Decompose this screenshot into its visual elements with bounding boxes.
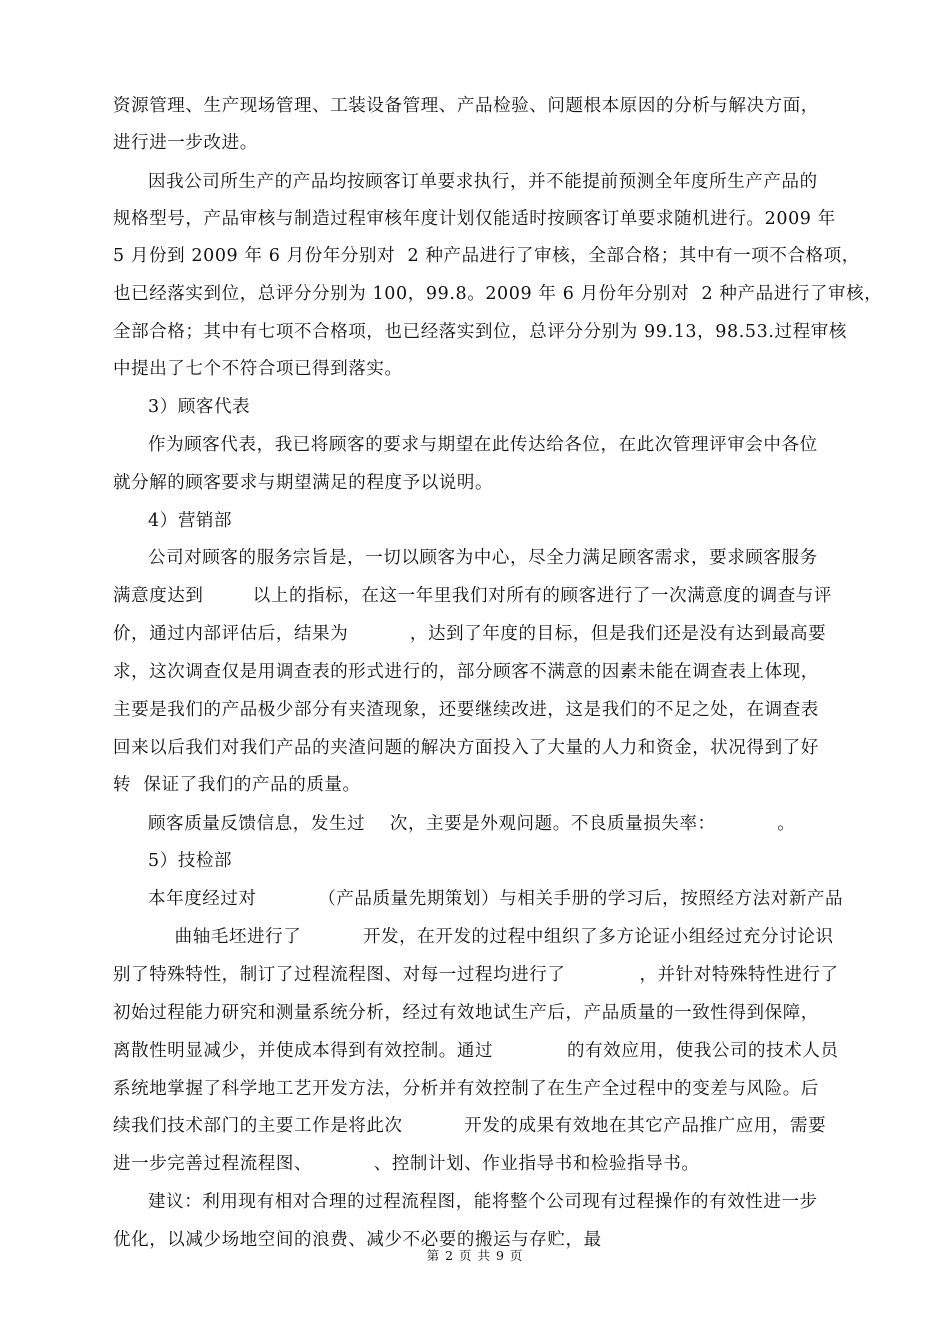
text-line: 规格型号，产品审核与制造过程审核年度计划仅能适时按顾客订单要求随机进行。2009 年 — [113, 209, 836, 229]
text-line: 进行进一步改进。 — [113, 133, 258, 153]
text-line: 资源管理、生产现场管理、工装设备管理、产品检验、问题根本原因的分析与解决方面， — [113, 96, 819, 116]
text-line: 全部合格；其中有七项不合格项，也已经落实到位，总评分分别为 99.13，98.53.过程审核 — [113, 322, 847, 342]
text-line: 满意度达到 以上的指标，在这一年里我们对所有的顾客进行了一次满意度的调查与评 — [113, 586, 832, 606]
text-line: 进一步完善过程流程图、 、控制计划、作业指导书和检验指导书。 — [113, 1154, 700, 1174]
text-line: 离散性明显减少，并使成本得到有效控制。通过 的有效应用，使我公司的技术人员 — [113, 1041, 839, 1061]
text-line: 5 月份到 2009 年 6 月份年分别对 2 种产品进行了审核，全部合格；其中有一项不合格项， — [113, 246, 860, 266]
paragraph-line: 公司对顾客的服务宗旨是，一切以顾客为中心，尽全力满足顾客需求，要求顾客服务 — [148, 548, 818, 568]
paragraph-line: 作为顾客代表，我已将顾客的要求与期望在此传达给各位，在此次管理评审会中各位 — [148, 435, 818, 455]
section-heading-marketing: 4）营销部 — [148, 511, 233, 531]
text-line: 别了特殊特性，制订了过程流程图、对每一过程均进行了 ，并针对特殊特性进行了 — [113, 965, 839, 985]
text-line: 转 保证了我们的产品的质量。 — [113, 775, 361, 795]
paragraph-line: 建议：利用现有相对合理的过程流程图，能将整个公司现有过程操作的有效性进一步 — [148, 1192, 818, 1212]
text-line: 优化，以减少场地空间的浪费、减少不必要的搬运与存贮，最 — [113, 1230, 602, 1250]
text-line: 续我们技术部门的主要工作是将此次 开发的成果有效地在其它产品推广应用，需要 — [113, 1116, 827, 1136]
text-line: 曲轴毛坯进行了 开发，在开发的过程中组织了多方论证小组经过充分讨论识 — [113, 927, 834, 947]
text-line: 初始过程能力研究和测量系统分析，经过有效地试生产后，产品质量的一致性得到保障， — [113, 1003, 819, 1023]
paragraph-line: 因我公司所生产的产品均按顾客订单要求执行，并不能提前预测全年度所生产产品的 — [148, 172, 818, 192]
text-line: 回来以后我们对我们产品的夹渣问题的解决方面投入了大量的人力和资金，状况得到了好 — [113, 738, 819, 758]
text-line: 就分解的顾客要求与期望满足的程度予以说明。 — [113, 473, 494, 493]
section-heading-customer-rep: 3）顾客代表 — [148, 397, 251, 417]
text-line: 也已经落实到位，总评分分别为 100，99.8。2009 年 6 月份年分别对 2 种产品进行了审核， — [113, 284, 883, 304]
text-line: 求，这次调查仅是用调查表的形式进行的，部分顾客不满意的因素未能在调查表上体现， — [113, 662, 819, 682]
page-footer: 第 2 页 共 9 页 — [426, 1248, 524, 1263]
paragraph-line: 顾客质量反馈信息，发生过 次，主要是外观问题。不良质量损失率： 。 — [148, 814, 796, 834]
text-line: 价，通过内部评估后，结果为 ，达到了年度的目标，但是我们还是没有达到最高要 — [113, 624, 827, 644]
paragraph-line: 本年度经过对 （产品质量先期策划）与相关手册的学习后，按照经方法对新产品 — [148, 889, 844, 909]
text-line: 系统地掌握了科学地工艺开发方法，分析并有效控制了在生产全过程中的变差与风险。后 — [113, 1079, 819, 1099]
section-heading-technical-inspection: 5）技检部 — [148, 851, 233, 871]
text-line: 中提出了七个不符合项已得到落实。 — [113, 359, 403, 379]
text-line: 主要是我们的产品极少部分有夹渣现象，还要继续改进，这是我们的不足之处，在调查表 — [113, 700, 819, 720]
